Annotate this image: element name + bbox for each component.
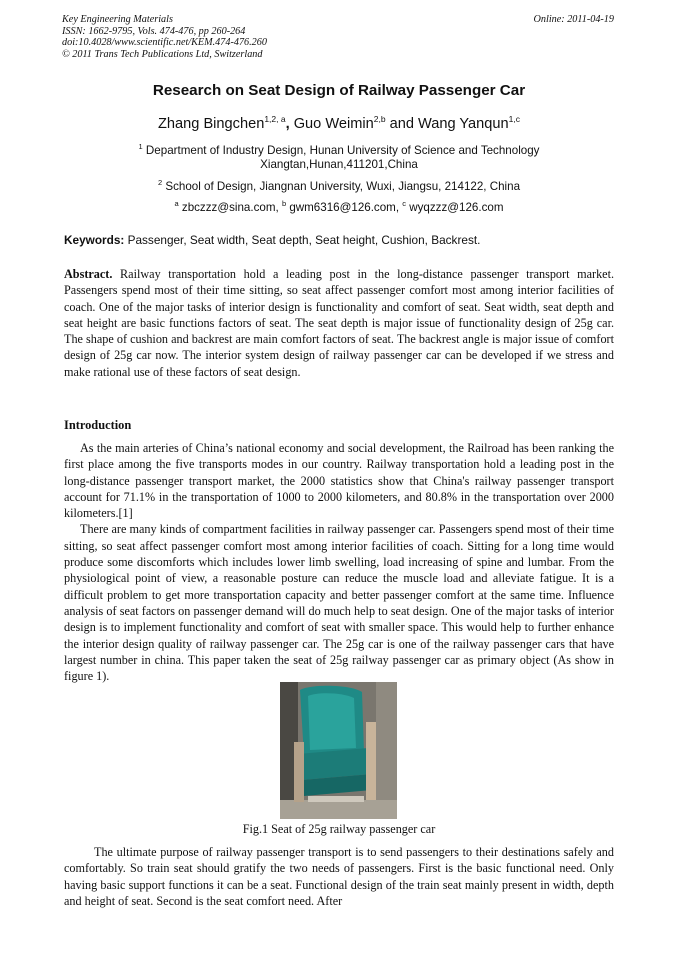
author-3-sup: 1,c [508,114,520,124]
body-continued [64,844,614,909]
doi-line: doi:10.4028/www.scientific.net/KEM.474-476.260 [62,37,267,49]
email-line [0,197,678,215]
email-b-sup: b [281,199,287,208]
email-b: gwm6316@126.com, [286,201,403,214]
email-a: zbczzz@sina.com, [178,201,282,214]
keywords-text: Passenger, Seat width, Seat depth, Seat height, Cushion, Backrest. [124,233,481,247]
affiliation-1-sup: 1 [138,142,143,151]
affiliation-2-text: School of Design, Jiangnan University, Wuxi, Jiangsu, 214122, China [162,180,521,193]
intro-paragraph-1: As the main arteries of China’s national economy and social development, the Railroad has been ranking the first place among the five transports modes in our country. Railway transportation hold a leading post in the long-distance passenger transport market, the 2000 statistics show that China's railway passenger transport account for 71.1% in the transportation of 1000 to 2000 kilometers, and 80.8% in the transportation over 2000 kilometers.[1] [64,441,614,521]
abstract [64,266,614,380]
introduction-body [64,440,614,684]
author-2-sup: 2,b [373,114,386,124]
keywords-label: Keywords: [64,233,125,247]
figure-caption: Fig.1 Seat of 25g railway passenger car [242,822,436,836]
author-1-sup: 1,2, a [264,114,286,124]
copyright-line: © 2011 Trans Tech Publications Ltd, Switzerland [62,48,263,60]
email-a-sup: a [174,199,179,208]
author-3: Wang Yanqun [418,116,509,132]
online-date: Online: 2011-04-19 [533,14,614,25]
affiliation-1-line1: Department of Industry Design, Hunan University of Science and Technology [142,144,540,157]
email-c: wyqzzz@126.com [406,201,504,214]
author-and: and [385,116,419,132]
affiliation-2-sup: 2 [157,178,163,187]
paper-title: Research on Seat Design of Railway Passenger Car [152,82,526,99]
abstract-label: Abstract. [64,267,113,281]
affiliation-2 [0,176,678,194]
author-list [0,114,678,132]
affiliation-1-line2: Xiangtan,Hunan,411201,China [260,158,418,171]
keywords [64,233,480,247]
issn-line: ISSN: 1662-9795, Vols. 474-476, pp 260-264 [62,25,246,37]
body-paragraph-3: The ultimate purpose of railway passenger transport is to send passengers to their destinations safely and comfortably. So train seat should gratify the two needs of passengers. First is the basic functional need. Only having basic support functions it can be a seat. Functional design of the train seat mainly present in width, depth and height of seat. Second is the seat comfort need. After [64,845,614,908]
author-2: Guo Weimin [289,116,374,132]
seat-photo [280,682,397,819]
journal-name: Key Engineering Materials [62,14,173,25]
affiliation-1 [0,140,678,172]
introduction-heading: Introduction [64,418,132,432]
seat-illustration [280,682,397,819]
journal-header [62,14,267,60]
email-c-sup: c [402,199,407,208]
author-separator: , [285,116,290,132]
intro-paragraph-2: There are many kinds of compartment facilities in railway passenger car. Passengers spend most of their time sitting, so seat affect passenger comfort most among interior facilities of coach. Sitting for a long time would produce some discomforts which includes lower limb swelling, load increasing of spine and lumbar. From the physiological point of view, a reasonable posture can reduce the muscle load and alleviate fatigue. It is a difficult problem to get more transportation capacity and better passenger comfort at the same time. Influence analysis of seat factors on passenger demand will do much help to seat design. One of the major tasks of interior design is to implement functionality and comfort of seat with smaller space. This would help to further enhance the interior design quality of railway passenger car. The 25g car is one of the railway passenger cars that have largest number in china. This paper taken the seat of 25g railway passenger car as primary object (As show in figure 1). [64,522,614,684]
author-1: Zhang Bingchen [158,116,265,132]
abstract-text: Railway transportation hold a leading post in the long-distance passenger transport market. Passengers spend most of their time sitting, so seat affect passenger comfort most among interior facilities of coach. One of the major tasks of interior design is functionality and comfort of seat. Seat width, seat depth and seat height are basic functions factors of seat. The seat depth is major issue of functionality design of 25g car. The shape of cushion and backrest are main comfort factors of seat. The backrest angle is major issue of comfort design of 25g car now. The interior system design of railway passenger car can be developed if we stress and make rational use of these factors of seat design. [64,267,614,379]
